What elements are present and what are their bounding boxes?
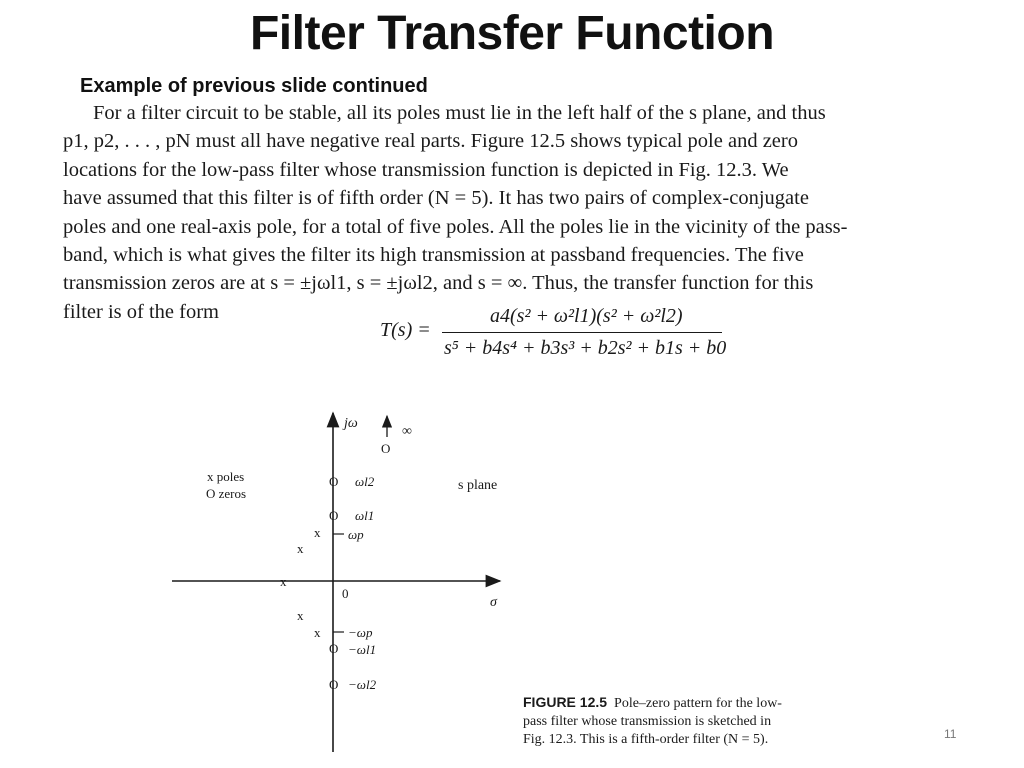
label-wp: ωp bbox=[348, 527, 364, 542]
pole-marker-upper-near: x bbox=[314, 525, 321, 540]
legend-zeros: O zeros bbox=[206, 486, 247, 501]
equation-numerator: a4(s² + ω²l1)(s² + ω²l2) bbox=[490, 305, 683, 327]
label-neg-wp: −ωp bbox=[348, 625, 373, 640]
caption-line-2: pass filter whose transmission is sketched in bbox=[523, 714, 772, 729]
zero-marker-infinity: O bbox=[381, 441, 391, 456]
legend-poles: x poles bbox=[207, 469, 245, 484]
paragraph-line: locations for the low-pass filter whose transmission function is depicted in Fig. 12.3. We bbox=[63, 158, 789, 181]
slide-title: Filter Transfer Function bbox=[249, 7, 775, 60]
zero-marker-wl2: O bbox=[329, 474, 339, 489]
figure-label: FIGURE 12.5 bbox=[523, 694, 608, 710]
equation-lhs: T(s) = bbox=[380, 319, 431, 341]
plane-label: s plane bbox=[458, 478, 498, 493]
figure-caption bbox=[523, 693, 823, 749]
label-neg-wl2: −ωl2 bbox=[348, 677, 377, 692]
page-number: 11 bbox=[944, 727, 957, 741]
paragraph-line: band, which is what gives the filter its high transmission at passband frequencies. The five bbox=[63, 244, 804, 267]
paragraph-line: poles and one real-axis pole, for a total of five poles. All the poles lie in the vicinity of the pass- bbox=[63, 215, 848, 238]
paragraph-line: For a filter circuit to be stable, all its poles must lie in the left half of the s plane, and thus bbox=[93, 102, 826, 124]
caption-line-3: Fig. 12.3. This is a fifth-order filter (N = 5). bbox=[523, 732, 769, 747]
infinity-label: ∞ bbox=[402, 424, 412, 439]
label-wl1: ωl1 bbox=[355, 508, 375, 523]
pole-marker-upper-far: x bbox=[297, 541, 304, 556]
paragraph-line: have assumed that this filter is of fifth order (N = 5). It has two pairs of complex-conjugate bbox=[63, 187, 809, 210]
real-axis-label: σ bbox=[490, 595, 497, 610]
paragraph-line: filter is of the form bbox=[63, 300, 219, 323]
origin-label: 0 bbox=[342, 586, 349, 601]
zero-marker-wl1: O bbox=[329, 508, 339, 523]
zero-marker-neg-wl1: O bbox=[329, 641, 339, 656]
label-neg-wl1: −ωl1 bbox=[348, 642, 377, 657]
slide-subtitle: Example of previous slide continued bbox=[80, 75, 428, 97]
equation-denominator: s⁵ + b4s⁴ + b3s³ + b2s² + b1s + b0 bbox=[444, 337, 727, 359]
zero-marker-neg-wl2: O bbox=[329, 677, 339, 692]
pole-marker-lower-near: x bbox=[314, 625, 321, 640]
pole-marker-real: x bbox=[280, 574, 287, 589]
paragraph-line: p1, p2, . . . , pN must all have negative real parts. Figure 12.5 shows typical pole and zero bbox=[63, 130, 798, 153]
imag-axis-label: jω bbox=[344, 416, 358, 431]
caption-line-1: Pole–zero pattern for the low- bbox=[614, 696, 782, 711]
pole-marker-lower-far: x bbox=[297, 608, 304, 623]
paragraph-line: transmission zeros are at s = ±jωl1, s = ±jωl2, and s = ∞. Thus, the transfer function for this bbox=[63, 272, 814, 295]
label-wl2: ωl2 bbox=[355, 474, 375, 489]
